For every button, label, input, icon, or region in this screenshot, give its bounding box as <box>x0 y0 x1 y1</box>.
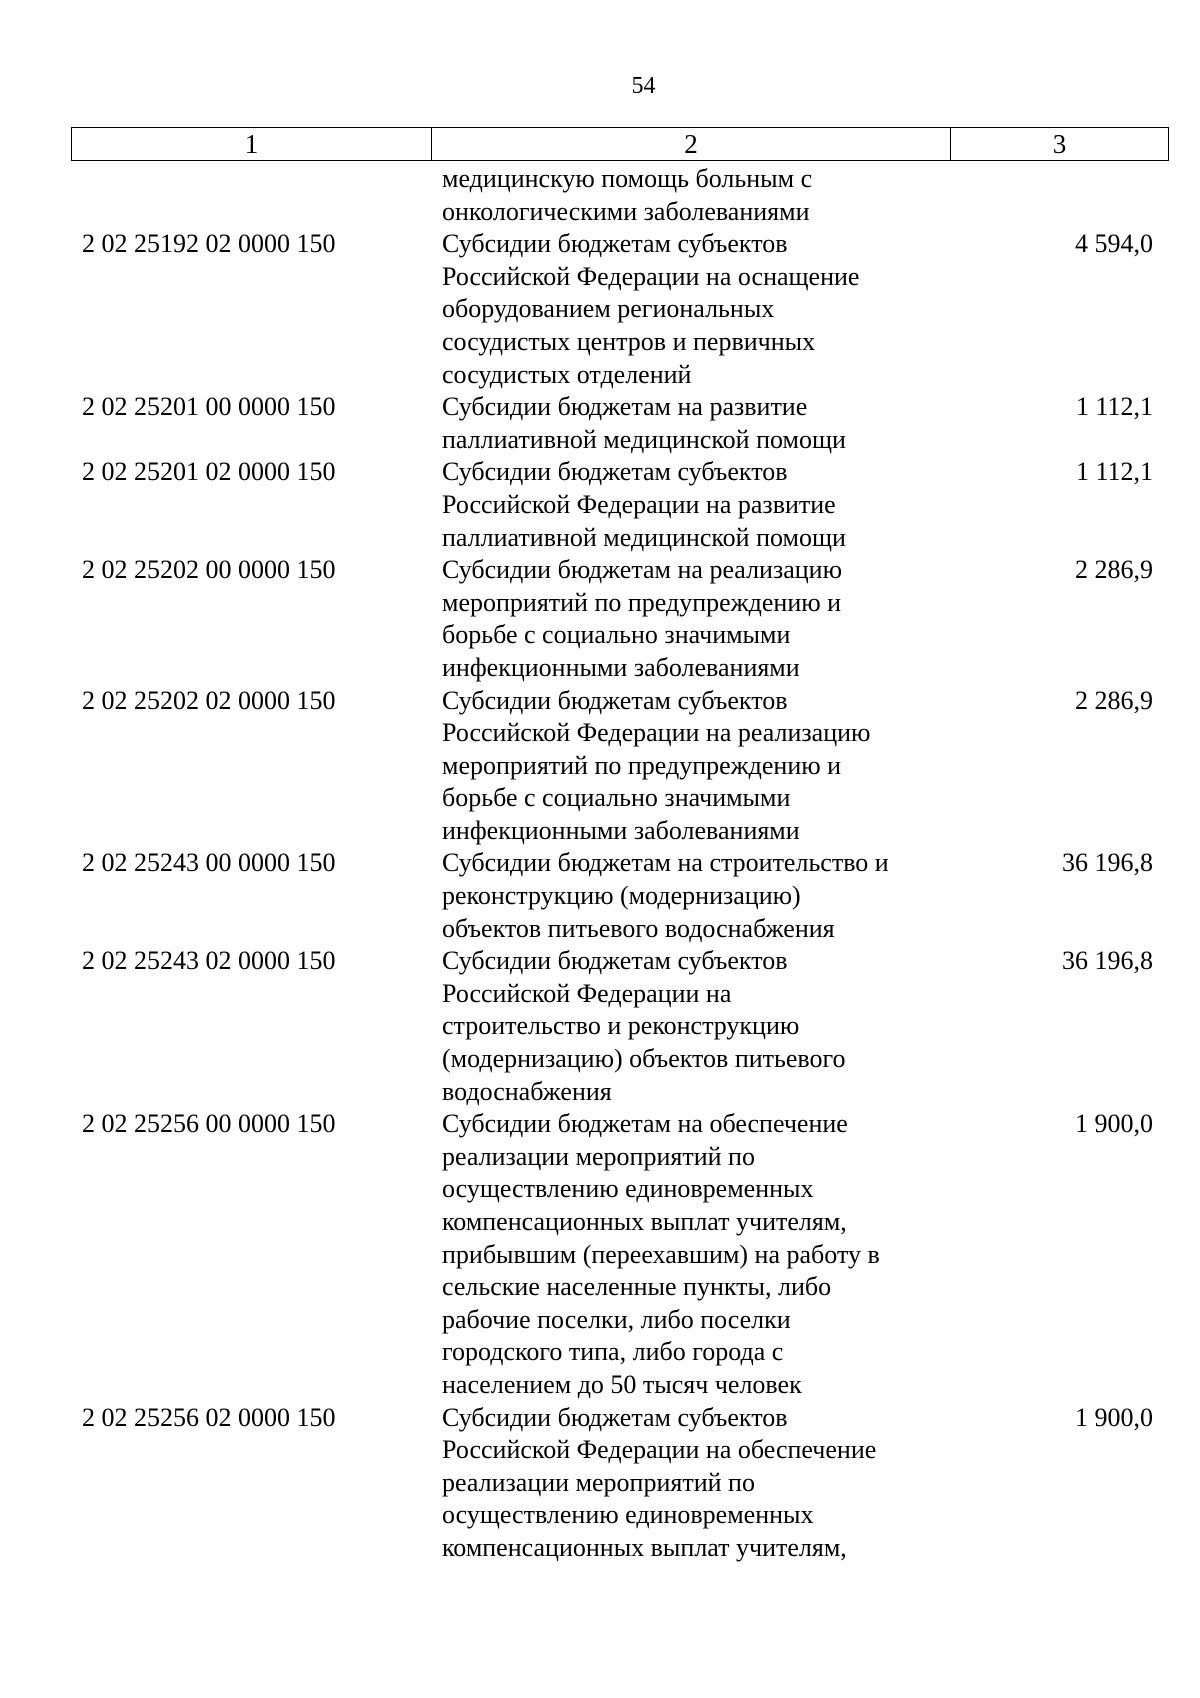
table-header <box>71 127 1169 161</box>
description-line: Субсидии бюджетам на обеспечение <box>442 1109 848 1139</box>
column-header-3: 3 <box>951 128 1169 161</box>
row-code: 2 02 25243 02 0000 150 <box>82 946 336 976</box>
row-code: 2 02 25256 00 0000 150 <box>82 1109 336 1139</box>
description-line: инфекционными заболеваниями <box>442 815 800 845</box>
description-line: Субсидии бюджетам субъектов <box>442 457 788 487</box>
description-line: сосудистых центров и первичных <box>442 326 816 356</box>
row-code: 2 02 25201 00 0000 150 <box>82 392 336 422</box>
row-code: 2 02 25192 02 0000 150 <box>82 229 336 259</box>
row-code: 2 02 25256 02 0000 150 <box>82 1402 336 1432</box>
row-description <box>442 1402 942 1565</box>
description-line: (модернизацию) объектов питьевого <box>442 1044 846 1074</box>
description-line: Субсидии бюджетам на развитие <box>442 392 808 422</box>
description-line: паллиативной медицинской помощи <box>442 522 846 552</box>
row-code: 2 02 25243 00 0000 150 <box>82 848 336 878</box>
description-line: водоснабжения <box>442 1076 612 1106</box>
description-line: осуществлению единовременных <box>442 1500 814 1530</box>
description-line: Субсидии бюджетам на строительство и <box>442 848 889 878</box>
description-line: оборудованием региональных <box>442 294 775 324</box>
description-line: Субсидии бюджетам субъектов <box>442 946 788 976</box>
description-line: реализации мероприятий по <box>442 1467 755 1497</box>
description-line: реконструкцию (модернизацию) <box>442 881 801 911</box>
description-line: борьбе с социально значимыми <box>442 620 791 650</box>
row-code: 2 02 25201 02 0000 150 <box>82 457 336 487</box>
description-line: мероприятий по предупреждению и <box>442 750 842 780</box>
description-line: сосудистых отделений <box>442 359 692 389</box>
table-row <box>0 391 1200 456</box>
row-amount: 1 112,1 <box>1075 392 1153 422</box>
table-row <box>0 1402 1200 1565</box>
description-line: Субсидии бюджетам субъектов <box>442 229 788 259</box>
description-line: реализации мероприятий по <box>442 1141 755 1171</box>
table-row <box>0 685 1200 848</box>
row-description <box>442 163 942 228</box>
description-line: городского типа, либо города с <box>442 1337 784 1367</box>
row-description <box>442 685 942 848</box>
description-line: мероприятий по предупреждению и <box>442 587 842 617</box>
row-amount: 36 196,8 <box>1062 848 1153 878</box>
row-amount: 2 286,9 <box>1075 685 1153 715</box>
row-description <box>442 554 942 684</box>
row-amount: 2 286,9 <box>1075 555 1153 585</box>
table-row <box>0 456 1200 554</box>
row-description <box>442 847 942 945</box>
description-line: компенсационных выплат учителям, <box>442 1207 847 1236</box>
column-header-1: 1 <box>72 128 432 161</box>
row-description <box>442 391 942 456</box>
description-line: объектов питьевого водоснабжения <box>442 913 835 943</box>
description-line: медицинскую помощь больным с <box>442 164 813 193</box>
description-line: онкологическими заболеваниями <box>442 196 810 226</box>
description-line: строительство и реконструкцию <box>442 1011 800 1041</box>
description-line: Российской Федерации на обеспечение <box>442 1435 877 1465</box>
table-row <box>0 1108 1200 1401</box>
description-line: населением до 50 тысяч человек <box>442 1369 802 1399</box>
row-amount: 1 900,0 <box>1075 1402 1153 1432</box>
description-line: сельские населенные пункты, либо <box>442 1272 832 1302</box>
row-amount: 4 594,0 <box>1075 229 1153 259</box>
description-line: борьбе с социально значимыми <box>442 783 791 813</box>
row-description <box>442 456 942 554</box>
description-line: прибывшим (переехавшим) на работу в <box>442 1239 880 1269</box>
description-line: Российской Федерации на реализацию <box>442 718 871 748</box>
description-line: паллиативной медицинской помощи <box>442 424 846 454</box>
column-header-2: 2 <box>432 128 951 161</box>
table-row <box>0 945 1200 1108</box>
row-amount: 1 112,1 <box>1075 457 1153 487</box>
description-line: Российской Федерации на развитие <box>442 489 836 519</box>
description-line: Российской Федерации на оснащение <box>442 261 860 291</box>
table-row <box>0 228 1200 391</box>
description-line: рабочие поселки, либо поселки <box>442 1304 791 1334</box>
table-row <box>0 847 1200 945</box>
row-description <box>442 945 942 1108</box>
table-body <box>0 163 1200 1565</box>
row-code: 2 02 25202 02 0000 150 <box>82 685 336 715</box>
description-line: Субсидии бюджетам субъектов <box>442 685 788 715</box>
table-row <box>0 554 1200 684</box>
row-code: 2 02 25202 00 0000 150 <box>82 555 336 585</box>
table-row <box>0 163 1200 228</box>
row-description <box>442 228 942 391</box>
description-line: Субсидии бюджетам на реализацию <box>442 555 843 585</box>
description-line: компенсационных выплат учителям, <box>442 1532 847 1562</box>
description-line: Субсидии бюджетам субъектов <box>442 1402 788 1432</box>
row-amount: 36 196,8 <box>1062 946 1153 976</box>
description-line: осуществлению единовременных <box>442 1174 814 1204</box>
description-line: Российской Федерации на <box>442 978 732 1008</box>
page-number: 54 <box>631 73 656 99</box>
row-amount: 1 900,0 <box>1075 1109 1153 1139</box>
description-line: инфекционными заболеваниями <box>442 652 800 682</box>
row-description <box>442 1108 942 1401</box>
